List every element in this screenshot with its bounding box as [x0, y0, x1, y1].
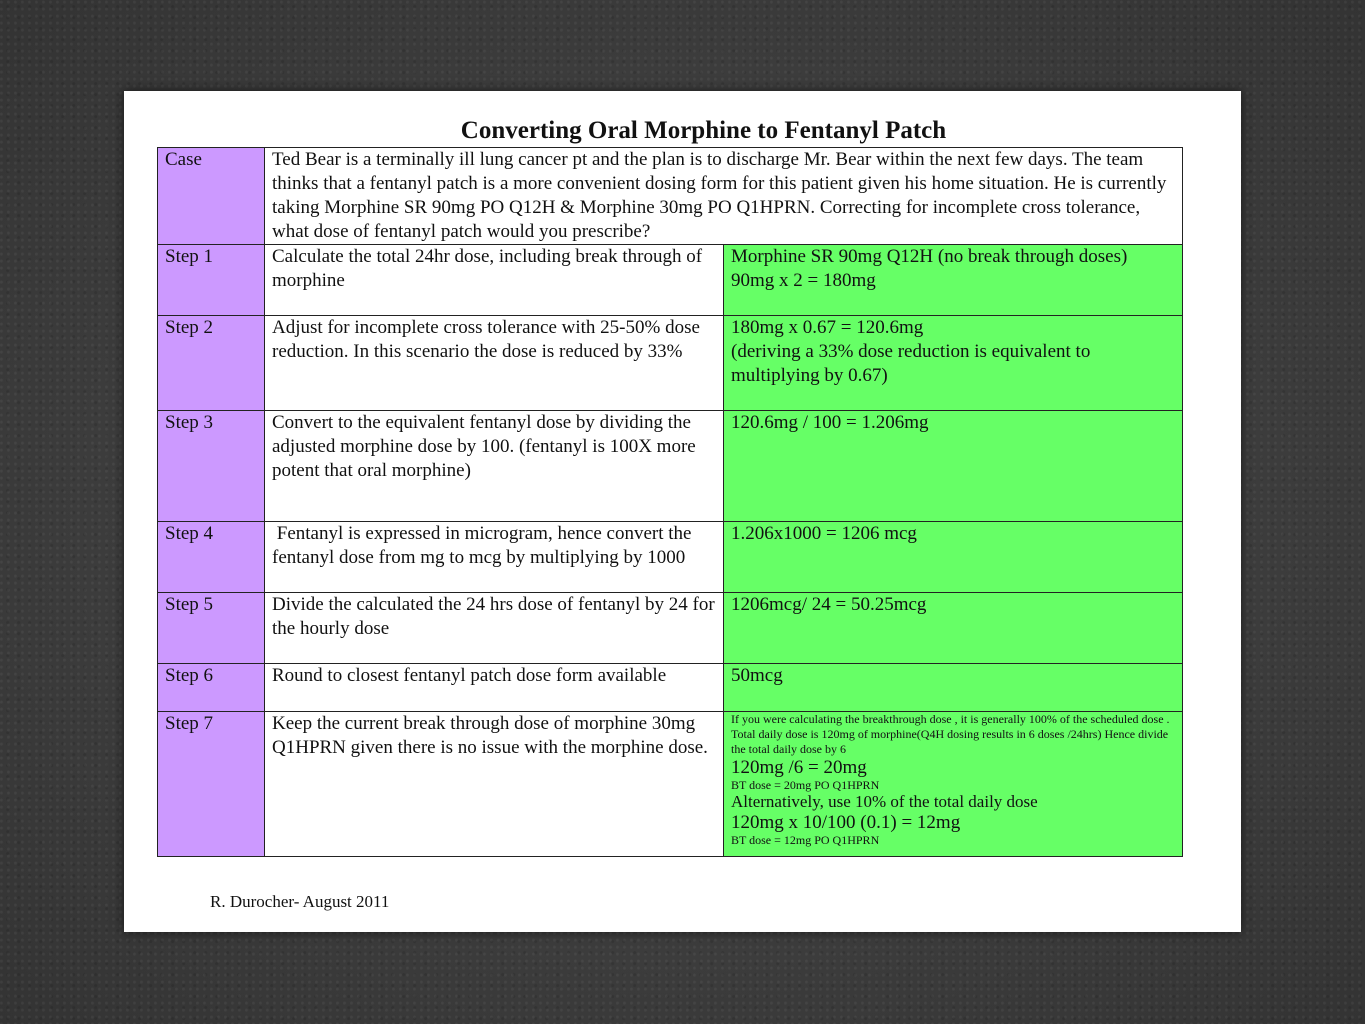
result-line: Morphine SR 90mg Q12H (no break through doses) [731, 246, 1128, 267]
document-footer: R. Durocher- August 2011 [210, 892, 390, 911]
step-instruction: Fentanyl is expressed in microgram, hence convert the fentanyl dose from mg to mcg by multiplying by 1000 [265, 522, 724, 593]
step-instruction: Divide the calculated the 24 hrs dose of fentanyl by 24 for the hourly dose [265, 593, 724, 664]
step-label: Step 5 [158, 593, 265, 664]
conversion-table [157, 147, 1183, 857]
breakthrough-note: If you were calculating the breakthrough dose , it is generally 100% of the scheduled dose . Total daily dose is 120mg of morphine(Q4H dosing results in 6 doses /24hrs) Hence divide the total daily dose by 6 [731, 712, 1170, 756]
step-instruction: Adjust for incomplete cross tolerance with 25-50% dose reduction. In this scenario the dose is reduced by 33% [265, 316, 724, 411]
result-line: 120mg x 10/100 (0.1) = 12mg [731, 812, 961, 833]
step-row [158, 316, 1183, 411]
step-result: 1206mcg/ 24 = 50.25mcg [724, 593, 1183, 664]
step-instruction: Calculate the total 24hr dose, including break through of morphine [265, 245, 724, 316]
step-label: Step 4 [158, 522, 265, 593]
result-line: (deriving a 33% dose reduction is equivalent to multiplying by 0.67) [731, 341, 1091, 386]
step-result: 1.206x1000 = 1206 mcg [724, 522, 1183, 593]
step-result: 50mcg [724, 664, 1183, 712]
case-label: Case [158, 148, 265, 245]
step-label: Step 2 [158, 316, 265, 411]
result-line: 90mg x 2 = 180mg [731, 270, 876, 291]
step-row [158, 664, 1183, 712]
step-label: Step 3 [158, 411, 265, 522]
document-title: Converting Oral Morphine to Fentanyl Patch [460, 117, 947, 144]
case-text: Ted Bear is a terminally ill lung cancer pt and the plan is to discharge Mr. Bear within the next few days. The team thinks that a fentanyl patch is a more convenient dosing form for this patient given his home situation. He is currently taking Morphine SR 90mg PO Q12H & Morphine 30mg PO Q1HPRN. Correcting for incomplete cross tolerance, what dose of fentanyl patch would you prescribe? [265, 148, 1183, 245]
step-row [158, 593, 1183, 664]
step-label: Step 7 [158, 712, 265, 857]
result-line: BT dose = 20mg PO Q1HPRN [731, 778, 880, 792]
result-line: Alternatively, use 10% of the total daily dose [731, 792, 1038, 811]
step-row [158, 522, 1183, 593]
step-instruction: Convert to the equivalent fentanyl dose by dividing the adjusted morphine dose by 100. (fentanyl is 100X more potent that oral morphine) [265, 411, 724, 522]
result-line: 180mg x 0.67 = 120.6mg [731, 317, 924, 338]
result-line: BT dose = 12mg PO Q1HPRN [731, 833, 880, 847]
step-result [724, 712, 1183, 857]
result-line: 120mg /6 = 20mg [731, 757, 867, 778]
step-label: Step 6 [158, 664, 265, 712]
step-result [724, 316, 1183, 411]
step-label: Step 1 [158, 245, 265, 316]
step-row [158, 411, 1183, 522]
step-instruction: Round to closest fentanyl patch dose form available [265, 664, 724, 712]
step-row [158, 245, 1183, 316]
step-result: 120.6mg / 100 = 1.206mg [724, 411, 1183, 522]
step-row [158, 712, 1183, 857]
case-row [158, 148, 1183, 245]
step-instruction: Keep the current break through dose of morphine 30mg Q1HPRN given there is no issue with the morphine dose. [265, 712, 724, 857]
document-page [124, 91, 1241, 932]
step-result [724, 245, 1183, 316]
